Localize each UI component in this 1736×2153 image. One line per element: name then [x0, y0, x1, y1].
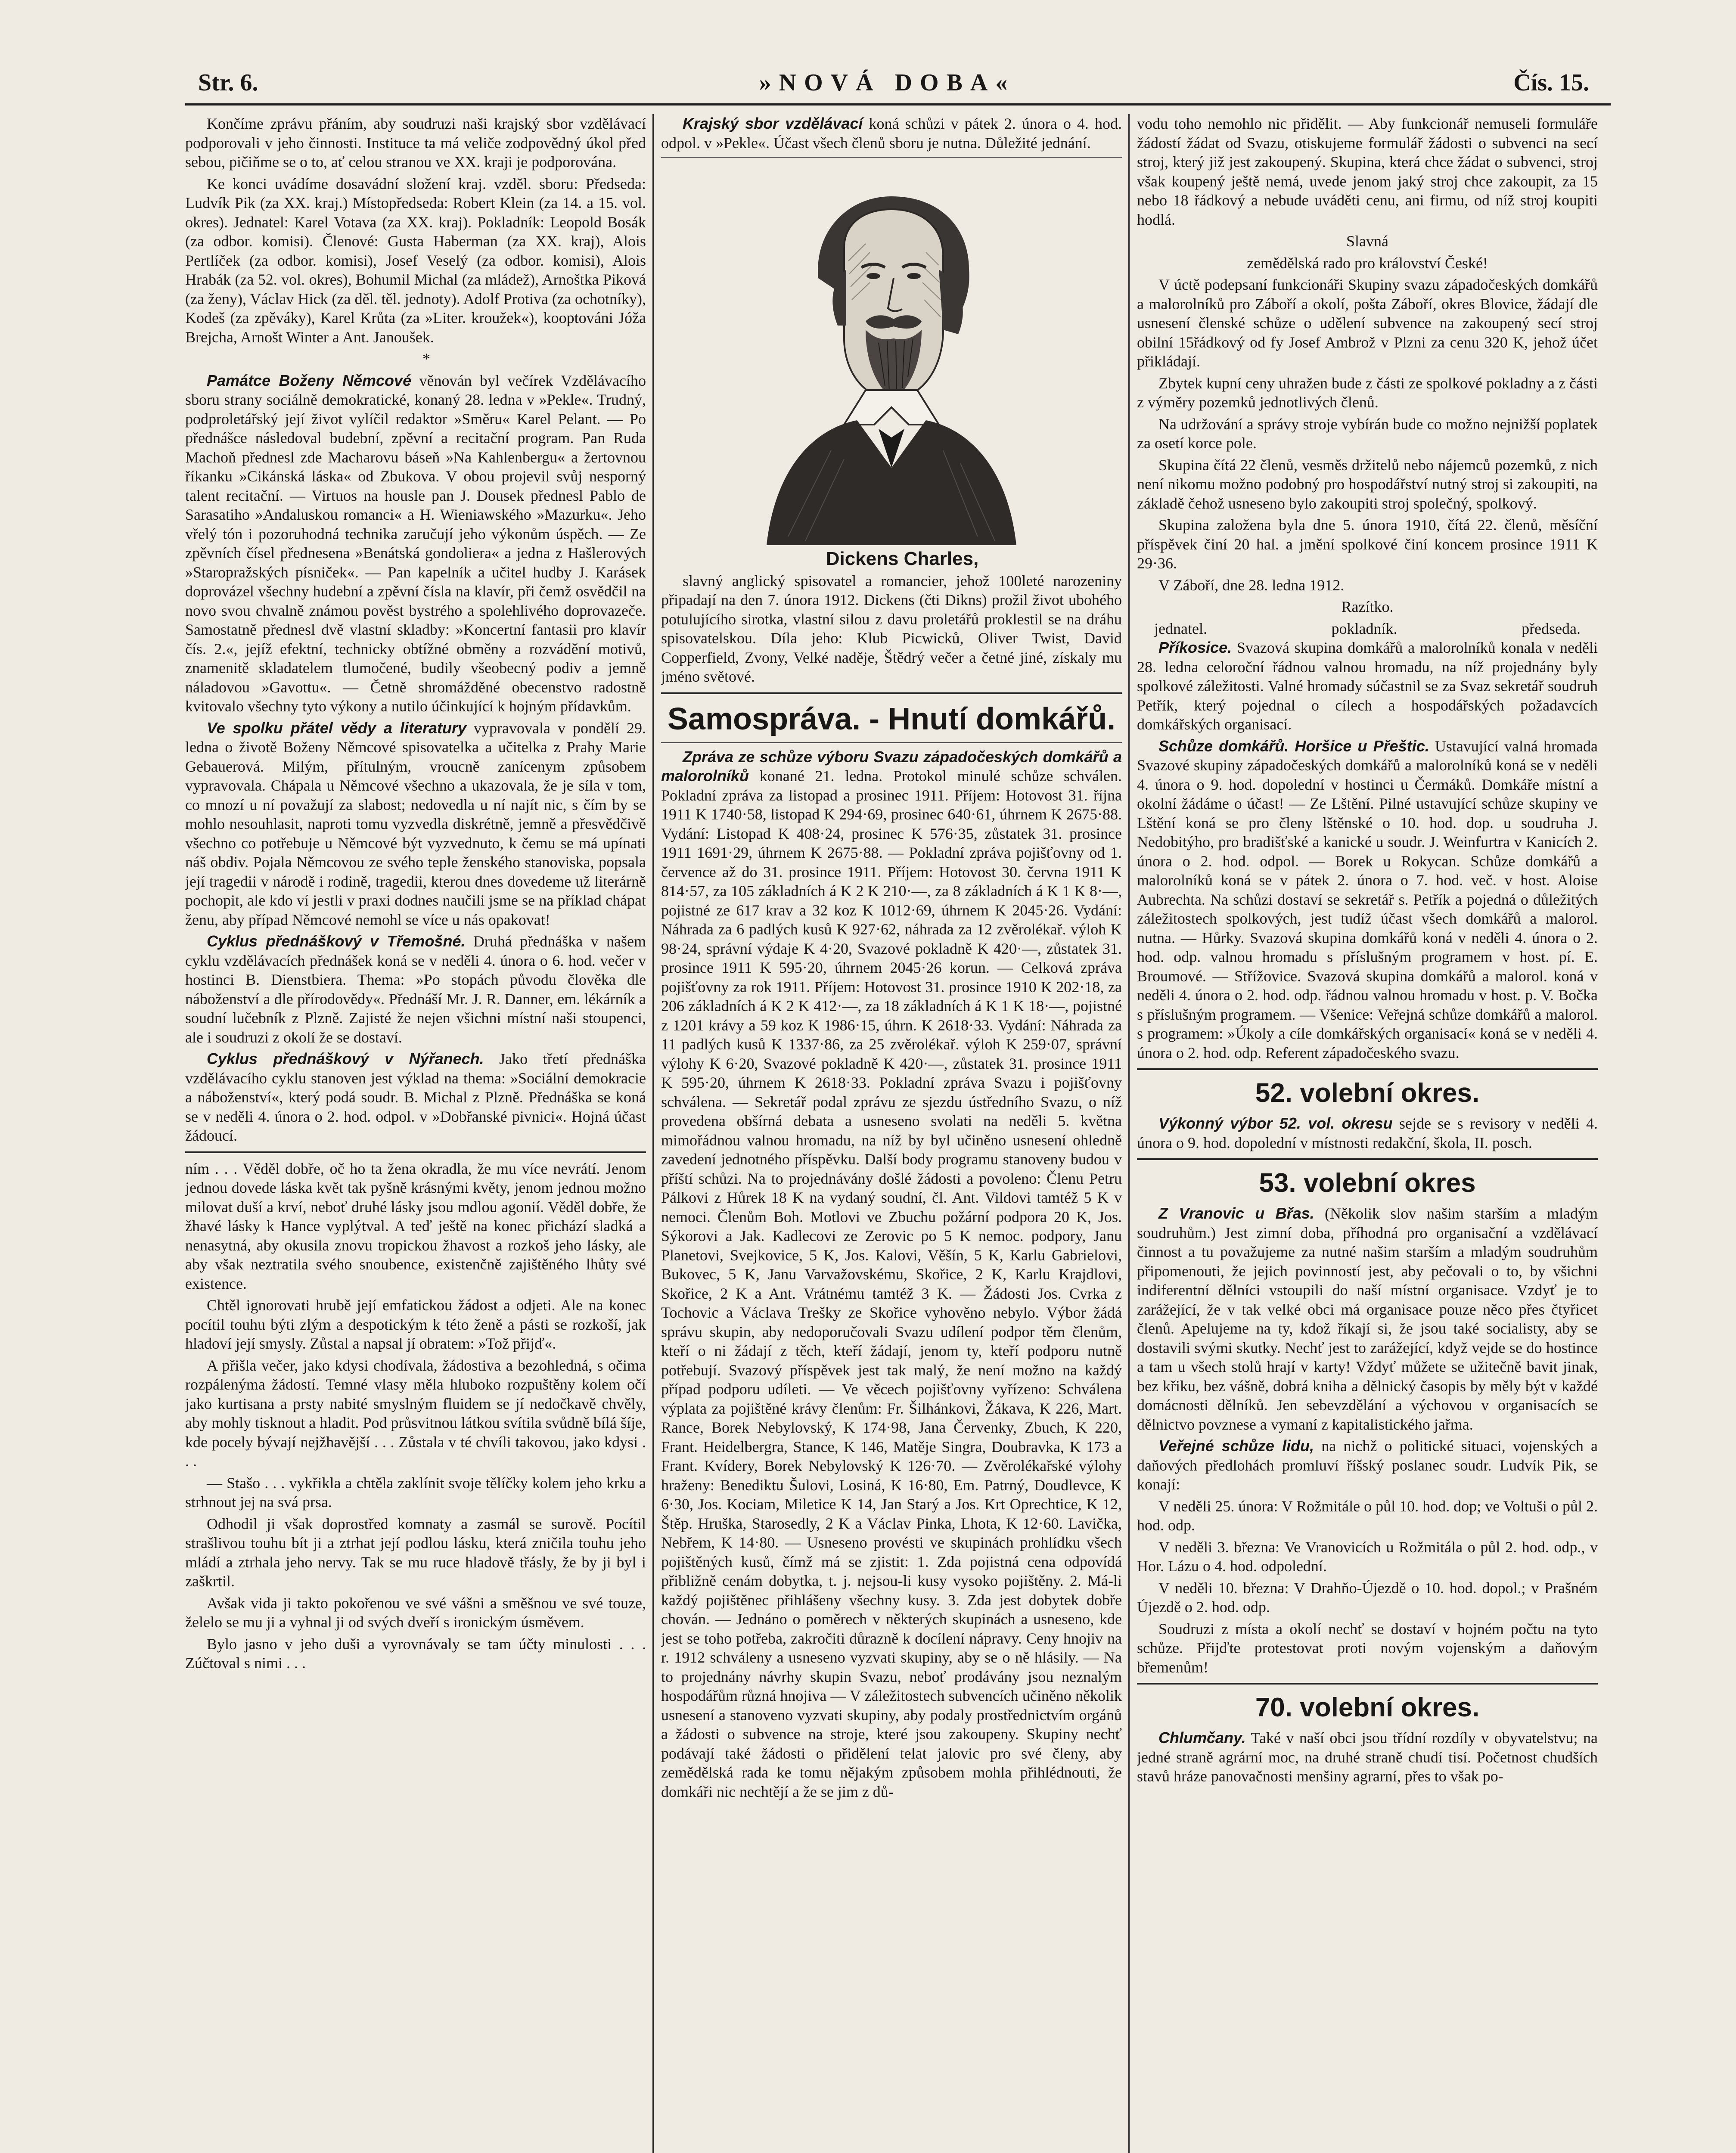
letter-salutation: Slavná: [1346, 233, 1388, 250]
paragraph: [185, 932, 646, 1047]
feuilleton-rule: [185, 1151, 646, 1153]
article-body: Druhá přednáška v našem cyklu vzdělávacích přednášek koná se v neděli 4. února o 6. hod. večer v hostinci B. Dienstbiera. Thema: »Po stopách původu člověka dle náboženství a dle přírodovědy«. Přednáší Mr. J. R. Danner, em. lékárník a soudní lučebník z Plzně. Zajisté že nejen všichni místní naši stoupenci, ale i soudruzi z okolí že se dostaví.: [185, 933, 646, 1046]
column-1: [185, 114, 646, 2153]
paragraph: [1137, 737, 1598, 1063]
paragraph: [1137, 638, 1598, 734]
paragraph: [661, 114, 1122, 152]
paper-title: »NOVÁ DOBA«: [759, 69, 1016, 96]
article-body: na nichž o politické situaci, vojenských a daňových předlohách promluví říšský poslanec soudr. Ludvík Pik, se konají:: [1137, 1437, 1598, 1493]
article-body: Ustavující valná hromada Svazové skupiny západočeských domkářů a malorolníků koná se v neděli 4. února o 9. hod. dopolední v hostinci u Čermáků. Domkáře místní a okolní žádáme o účast! — Ze Lštění. Pilné ustavující schůze skupiny ve Lštění koná se pro členy lštěnské o 10. hod. dop. u soudruha J. Nedobitýho, pro bradišťské a kanické u soudr. J. Weinfurtra v Kanicích 2. února o 2. hod. odpol. — Borek u Rokycan. Schůze domkářů a malorolníků koná se v pátek 2. února o 7. hod. več. v host. Aloise Aubrechta. Na schůzi dostaví se sekretář s. Petřík a pojedná o důležitých záležitostech spolkových, jest tudíž účast všech domkářů a malorol. nutna. — Hůrky. Svazová skupina domkářů koná v neděli 4. února o 2. hod. odp. valnou hromadu s příslušným programem v host. pí. E. Broumové. — Střížovice. Svazová skupina domkářů a malorol. koná v neděli 4. února o 2. hod. odp. řádnou valnou hromadu v host. p. V. Bočka s příslušným programem. — Všenice: Veřejná schůze domkářů a malorol. s programem: »Úkoly a cíle domkářských organisací« koná se v neděli 4. února o 2. hod. odp. Referent západočeského svazu.: [1137, 737, 1598, 1061]
section-heading: Samospráva. - Hnutí domkářů.: [667, 701, 1116, 736]
article-body: Svazová skupina domkářů a malorolníků konala v neděli 28. ledna celoroční řádnou valnou hromadu, na níž projednány byly spolkové záležitosti. Valné hromady súčastnil se za Svaz sekretář soudruh Petřík, který pojednal o cílech a hospodářských požadavcích domkářských organisací.: [1137, 639, 1598, 733]
article-lead: Cyklus přednáškový v Nýřanech.: [207, 1050, 484, 1067]
signature-chairman: předseda.: [1522, 620, 1581, 637]
article-lead: Památce Boženy Němcové: [207, 371, 412, 389]
paragraph: [1137, 1436, 1598, 1494]
article-lead: Cyklus přednáškový v Třemošné.: [207, 932, 466, 950]
schedule-item: V neděli 25. února: V Rožmitále o půl 10. hod. dop; ve Voltuši o půl 2. hod. odp.: [1137, 1497, 1598, 1534]
paragraph: Zbytek kupní ceny uhražen bude z části ze spolkové pokladny a z části z výměry pozemků jednotlivých členů.: [1137, 374, 1598, 411]
paragraph: vodu toho nemohlo nic přidělit. — Aby funkcionář nemuseli formuláře žádostí žádat od Svazu, otiskujeme formulář žádosti o subvenci na secí stroj, který již jest zakoupený. Skupina, která chce žádat o subvenci, stroj však koupený ještě nemá, uvede jenom jaký stroj chce zakoupit, za 15 nebo 18 řádkový a nebude uváděti cenu, ani firmu, od níž stroj koupiti hodlá.: [1137, 115, 1598, 228]
paragraph: [185, 371, 646, 716]
article-body: koná schůzi v pátek 2. února o 4. hod. odpol. v »Pekle«. Účast všech členů sboru je nutna. Důležité jednání.: [661, 115, 1122, 152]
signature-line: [1137, 619, 1598, 639]
article-lead: Zpráva ze schůze výboru Svazu západočeských domkářů a malorolníků: [661, 748, 1122, 785]
feuilleton-paragraph: — Stašo . . . vykřikla a chtěla zaklínit svoje tělíčky kolem jeho krku a strhnout jej na svá prsa.: [185, 1474, 646, 1511]
feuilleton-paragraph: Chtěl ignorovati hrubě její emfatickou žádost a odjeti. Ale na konec pocítil touhu býti zlým a despotickým k této ženě a pásti se rozkoší, jak hladoví její smysly. Zůstal a napsal jí obratem: »Tož přijď«.: [185, 1297, 646, 1352]
feuilleton-paragraph: Bylo jasno v jeho duši a vyrovnávaly se tam účty minulosti . . . Zúčtoval s nimi . . .: [185, 1635, 646, 1672]
article-lead: Schůze domkářů. Horšice u Přeštic.: [1158, 737, 1429, 755]
header-rule: [185, 103, 1611, 105]
section-rule: [1137, 1683, 1598, 1685]
article-lead: Příkosice.: [1158, 639, 1232, 656]
letter-date: V Záboří, dne 28. ledna 1912.: [1158, 576, 1345, 594]
paragraph: slavný anglický spisovatel a romancier, jehož 100leté narozeniny připadají na den 7. února 1912. Dickens (čti Dikns) prožil život ubohého potulujícího sirotka, vlastní silou z davu proletářů proklestil se na dráhu spisovatelskou. Díla jeho: Klub Picwicků, Oliver Twist, David Copperfield, Zvony, Velké naděje, Štědrý večer a četné jiné, získaly mu jméno světové.: [661, 572, 1122, 685]
section-heading: 70. volební okres.: [1255, 1693, 1480, 1722]
paragraph: V úctě podepsaní funkcionáři Skupiny svazu západočeských domkářů a malorolníků pro Záboří a okolí, pošta Záboří, okres Blovice, žádají dle usnesení členské schůze o udělení subvence na zakoupený secí stroj obilní 15řádkový od fy Josef Ambrož v Plzni za cenu 320 K, jehož účet přikládají.: [1137, 276, 1598, 370]
column-divider: [1128, 114, 1130, 2153]
section-rule: [661, 692, 1122, 694]
signature-secretary: jednatel.: [1154, 620, 1207, 637]
section-rule: [1137, 1158, 1598, 1160]
article-lead: Krajský sbor vzdělávací: [683, 115, 863, 132]
page-number: Str. 6.: [198, 69, 258, 96]
paragraph: Ke konci uvádíme dosavádní složení kraj. vzděl. sboru: Předseda: Ludvík Pik (za XX. kraj.) Místopředseda: Robert Klein (za 14. a 15. vol. okres). Jednatel: Karel Votava (za XX. kraj). Pokladník: Leopold Bosák (za odbor. komisi). Členové: Gusta Haberman (za XX. kraj), Alois Pertlíček (za odbor. komisi), Josef Veselý (za odbor. komisi), Alois Hrabák (za 52. vol. okres), Bohumil Michal (za mládež), Arnoštka Piková (za ženy), Václav Hick (za děl. těl. jednoty). Adolf Protiva (za ochotníky), Kodeš (za zpěváky), Karel Krůta (za »Liter. kroužek«), kooptováni Jóža Brejcha, Arnošt Winter a Ant. Janoušek.: [185, 175, 646, 346]
section-heading: 52. volební okres.: [1255, 1078, 1480, 1108]
column-divider: [652, 114, 654, 2153]
paragraph: [1137, 1204, 1598, 1434]
dickens-portrait-engraving: [736, 166, 1047, 545]
column-2: [661, 114, 1122, 2153]
feuilleton-paragraph: Odhodil ji však doprostřed komnaty a zasmál se surově. Pocítil strašlivou touhu bít ji a ztrhat její podlou lásku, která zničila touhu jeho mládí a ztrhala jeho nervy. Tak se mu ruce hladově třásly, že by ji byl i zaškrtil.: [185, 1515, 646, 1590]
feuilleton-paragraph: A přišla večer, jako kdysi chodívala, žádostiva a bezohledná, s očima rozpálenýma žádostí. Temné vlasy měla hluboko rozpuštěny kolem očí jako kurtisana a prsty nabité smyslným fluidem se jí nedočkavě chvěly, aby mohly tisknout a hladit. Pod průsvitnou látkou svítila svůdně bílá šíje, kde pocely bývají nejžhavější . . . Zůstala v té chvíli takovou, jako kdysi . . .: [185, 1356, 646, 1470]
column-3: [1137, 114, 1598, 2153]
signature-treasurer: pokladník.: [1331, 620, 1397, 637]
article-body: (Několik slov našim starším a mladým soudruhům.) Jest zimní doba, příhodná pro organisační a vzdělávací činnost a tu považujeme za nutné našim starším a mladým soudruhům připomenouti, že jejich povinností jest, aby pečovali o to, by všichni indiferentní dělníci vstoupili do naší místní organisace. Vzdyť je to zarážející, že v tak velké obci má organisace pouze něco přes čtyřicet členů. Apelujeme na ty, kdož říkají si, že jsou také socialisty, aby se dostavili svými skutky. Nechť jest to zarážející, když vejde se do hostince a tam u všech stolů hrají v karty! Vždyť můžete se užitečně bavit jinak, bez křiku, bez vášně, dobrá kniha a dělnický časopis by měly být v každé domácnosti dělníků. Jen sebevzdělání a výchovou v organisacích se dělnictvo povznese a vymaní z kapitalistického jařma.: [1137, 1205, 1598, 1433]
article-body: Jako třetí přednáška vzdělávacího cyklu stanoven jest výklad na thema: »Sociální demokracie a náboženství«, který podá soudr. B. Michal z Plzně. Přednáška se koná se v neděli 4. února o 2. hod. odpol. v »Dobřanské pivnici«. Hojná účast žádoucí.: [185, 1050, 646, 1144]
paragraph: Končíme zprávu přáním, aby soudruzi naši krajský sbor vzdělávací podporovali v jeho činnosti. Instituce ta má veliče zodpovědný úkol před sebou, pičiňme se o to, ať celou stranou ve XX. kraji je podporována.: [185, 115, 646, 171]
article-lead: Výkonný výbor 52. vol. okresu: [1158, 1114, 1393, 1132]
section-heading: 53. volební okres: [1259, 1168, 1476, 1198]
schedule-item: V neděli 3. března: Ve Vranovicích u Rožmitála o půl 2. hod. odp., v Hor. Lázu o 4. hod. odpolední.: [1137, 1538, 1598, 1575]
paragraph: [185, 719, 646, 930]
paragraph: Soudruzi z místa a okolí nechť se dostaví v hojném počtu na tyto schůze. Přijďte protestovat proti novým vojenským a daňovým břemenům!: [1137, 1620, 1598, 1676]
portrait-caption: Dickens Charles,: [826, 548, 979, 569]
paragraph: Skupina čítá 22 členů, vesměs držitelů nebo nájemců pozemků, z nich není nikomu možno podobný pro hospodářství nutný stroj si zakoupiti, na základě čehož usneseno bylo zakoupiti stroj společný, spolkový.: [1137, 456, 1598, 512]
paragraph: [1137, 1114, 1598, 1152]
letter-salutation: zemědělská rado pro království České!: [1247, 254, 1488, 272]
masthead: [185, 65, 1589, 103]
section-rule: [1137, 1068, 1598, 1070]
article-body: konané 21. ledna. Protokol minulé schůze schválen. Pokladní zpráva za listopad a prosinec 1911. Příjem: Hotovost 31. října 1911 K 1740·58, listopad K 294·69, prosinec 640·61, úhrnem K 2675·88. Vydání: Listopad K 408·24, prosinec K 576·35, zůstatek 31. prosince 1911 1691·29, úhrnem K 2675·88. — Pokladní zpráva pojišťovny od 1. července až do 31. prosince 1911. Příjem: Hotovost 30. června 1911 K 814·57, za 105 základních á K 2 K 210·—, za 8 základních á K 1 K 8·—, pojistné ze 617 krav a 32 koz K 1012·69, úhrnem K 2045·26. Vydání: Náhrada za 6 padlých kusů K 927·62, náhrada za 12 zvěrolékař. výloh K 98·24, správní výdaje K 4·20, Svazové pokladně K 420·—, zůstatek 31. prosince 1911 K 595·20, úhrnem 2045·26 korun. — Celková zpráva pojišťovny za rok 1911. Příjem: Hotovost 31. prosince 1910 K 202·18, za 206 základních á K 2 K 412·—, za 18 základních á K 1 K 18·—, pojistné z 1201 krávy a 59 koz K 1986·15, úhrn. K 2618·33. Vydání: Náhrada za 11 padlých kusů K 1337·86, za 25 zvěrolékař. výloh K 259·07, správní výlohy K 6·20, Svazové pokladně K 420·—, zůstatek 31. prosince 1911 K 595·20, úhrnem K 2618·33. Pokladní zpráva Svazu i pojišťovny schválena. — Sekretář podal zprávu ze sjezdu ústředního Svazu, o níž provedena obšírná debata a usneseno svolati na neděli 5. května mimořádnou valnou hromadu, na níž by byl učiněno usnesení ohledně zavedení jednotného příspěvku. Další body programu stanoveny budou v příští schůzi. Na to projednávány došlé žádosti a povoleno: Členu Petru Pálkovi z Hůrek 18 K na vydaný soudní, čl. Ant. Vildovi tamtéž 5 K v nemoci. Členům Boh. Motlovi ve Zbuchu požární podpora 20 K, Jos. Sýkorovi a Jak. Kadlecovi ze Zerovic po 5 K nemoc. podpory, Janu Planetovi, Svejkovice, 5 K, Jos. Kalovi, Věšín, 5 K, Karlu Gabrielovi, Bukovec, 5 K, Janu Varvažovskému, Skořice, 2 K, Karlu Krajdlovi, Skořice, 2 K a Ant. Vrátnému tamtéž 3 K. — Žádosti Jos. Cvrka z Tochovic a Václava Trešky ze Skořice vyhověno nebylo. Výbor žádá správu skupin, aby nedoporučovali Svazu udílení podpor těm členům, kteří o ni žádají z těch, kteří žádají, jenom ty, kteří podporu nutně potřebují. Svazový příspěvek jest tak malý, že není možno na každý případ podporu udíleti. — Ve věcech pojišťovny vyřízeno: Schválena výplata za pojištěné krávy členům: Fr. Šilhánkovi, Žákava, K 226, Mart. Rance, Borek Nebylovský, K 174·98, Jana Červenky, Zbuch, K 220, Frant. Heidelbergra, Stance, K 146, Matěje Singra, Doubravka, K 173 a Frant. Kvídery, Borek Nebylovský K 126·70. — Zvěrolékařské výlohy hraženy: Benediktu Šulovi, Losiná, K 16·80, Em. Patrný, Doudlevce, K 6·30, Jos. Kociam, Miletice K 14, Jan Starý a Jos. Krt Oprechtice, K 12, Štěp. Hruška, Starosedly, 2 K a Václav Pinka, Lhota, K 12·60. Lavička, Nebřem, K 14·80. — Usneseno provésti ve skupinách prohlídku všech pojištěných kusů, čímž má se zjistit: 1. Zda pojistná cena odpovídá přibližně cenám dobytka, t. j. nejsou-li kusy vysoko pojištěny. 2. Má-li každý pojištěnec přihlášeny všechny kusy. 3. Zda jest dobytek dobře chován. — Jednáno o poměrech v některých skupinách a usneseno, kde jest se toho potřeba, zakročiti důrazně k docílení nápravy. Ceny hnojiv na r. 1912 schváleny a usneseno vyzvati skupiny, aby se o ně hlásily. — Na to projednány návrhy skupin Svazu, neboť prodávány jsou neznalým hospodářům různá hnojiva — V záležitostech subvencích učiněno několik usnesení a stanoveno vyzvati skupiny, aby podaly prostřednictvím orgánů a žádosti o subvence na stroje, které jsou zakoupeny. Skupiny nechť podávají také žádosti o přidělení telat jalovic pro své členy, aby zemědělská rada ke tomu nějakým způsobem mohla přihlédnouti, že domkáři nic nechtějí a že se jim z dů-: [661, 767, 1122, 1800]
article-body: věnován byl večírek Vzdělávacího sboru strany sociálně demokratické, konaný 28. ledna v »Pekle«. Trudný, podproletářský její život vylíčil redaktor »Směru« Karel Pelant. — Po přednášce následoval budební, zpěvní a recitační program. Pan Ruda Machoň přednesl zde Macharovu báseň »Na Kahlenbergu« a žertovnou říkanku »Cikánská láska« od Zbukova. V obou projevil svůj nesporný talent recitační. — Virtuos na housle pan J. Dousek přednesl Pablo de Sarasatiho »Andaluskou romanci« a H. Wieniawského »Mazurku«. Jeho vřelý tón i pozoruhodná technika zaručují jeho výkonům úspěch. — Ze zpěvních čísel přednesena »Benátská gondoliera« a jedna z Hašlerových »Staropražských písniček«. — Pan kapelník a učitel hudby J. Karásek doprovázel všechny hudební a zpěvní čísla na klavír, při čemž osvědčil na novo svou chvalně známou pověst bystrého a spolehlivého doprovazeče. Samostatně přednesl dvě vlastní skladby: »Koncertní fantasii pro klavír čís. 2.«, jejíž efektní, technicky obtížné obměny a rozvádění motivů, znamenitě skladatelem tlumočené, budily všeobecný podiv a jemně náladovou »Gavottu«. — Četně shromážděné obecenstvo radostně kvitovalo všechny tyto výkony a nutilo účinkující k hojným přídavkům.: [185, 372, 646, 715]
feuilleton-paragraph: ním . . . Věděl dobře, oč ho ta žena okradla, že mu více nevrátí. Jenom jednou dovede láska květ tak pyšně krásnými květy, jenom jednou možno milovat duší a krví, neboť druhé lásky jsou mdlou agonií. Věděl dobře, že žhavé lásky k Hance vyplýtval. A teď ještě na konec přichází sladká a nenasytná, aby okusila znovu tropickou žhavost a rozkoš jeho lásky, ale aby však neztratila svého snoubence, existenčně zajištěného lhůty své existence.: [185, 1160, 646, 1292]
paragraph: [661, 748, 1122, 1802]
paragraph: Skupina založena byla dne 5. února 1910, čítá 22. členů, měsíční příspěvek činí 20 hal. a jmění spolkové činí koncem prosince 1911 K 29·36.: [1137, 516, 1598, 572]
stamp-label: Razítko.: [1341, 598, 1394, 615]
issue-number: Čís. 15.: [1513, 69, 1589, 96]
paragraph: [1137, 1728, 1598, 1786]
article-lead: Ve spolku přátel vědy a literatury: [207, 719, 466, 737]
article-lead: Chlumčany.: [1158, 1729, 1246, 1747]
article-body: Také v naší obci jsou třídní rozdíly v obyvatelstvu; na jedné straně agrární moc, na druhé straně chudí tisí. Početnost chudších stavů hráze panovačnosti menšiny agrarní, přes to však po-: [1137, 1729, 1598, 1785]
paragraph: [185, 1049, 646, 1145]
rule: [661, 157, 1122, 158]
article-body: vypravovala v pondělí 29. ledna o životě Boženy Němcové spisovatelka a učitelka z Prahy Marie Gebauerová. Milým, přítulným, vroucně zanícenym způsobem vypravovala. Chápala u Němcové všechno a ukazovala, že je síla v tom, co mnozí u ní považují za slabost; nedovedla u ní najít nic, s čím by se mohlo nesouhlasit, naproti tomu vyzvedla diskrétně, jemně a přesvědčivě všechno co potřebuje u Němcové být vyzvednuto, k čemu se má upínati náš obdiv. Pojala Němcovou ze svého teple ženského stanoviska, popsala její tragedii v národě i rodině, tragedii, kterou dnes dovedeme už literárně pochopit, ale kdo ví jestli v praxi dodnes naučili jsme se na příklad chápat ženu, aby případ Němcové nemohl se více u nás opakovat!: [185, 719, 646, 928]
separator-star: *: [422, 350, 430, 367]
article-lead: Veřejné schůze lidu,: [1158, 1437, 1314, 1455]
schedule-item: V neděli 10. března: V Drahňo-Újezdě o 10. hod. dopol.; v Prašném Újezdě o 2. hod. odp.: [1137, 1579, 1598, 1616]
paragraph: Na udržování a správy stroje vybírán bude co možno nejnižší poplatek za osetí korce pole.: [1137, 415, 1598, 452]
feuilleton-paragraph: Avšak vida ji takto pokořenou ve své vášni a směšnou ve své touze, želelo se mu ji a vyhnal ji od svých dveří s ironickým úsměvem.: [185, 1594, 646, 1631]
rule: [661, 742, 1122, 743]
article-body: sejde se s revisory v neděli 4. února o 9. hod. dopolední v místnosti redakční, škola, II. posch.: [1137, 1115, 1598, 1151]
article-lead: Z Vranovic u Břas.: [1158, 1204, 1314, 1222]
